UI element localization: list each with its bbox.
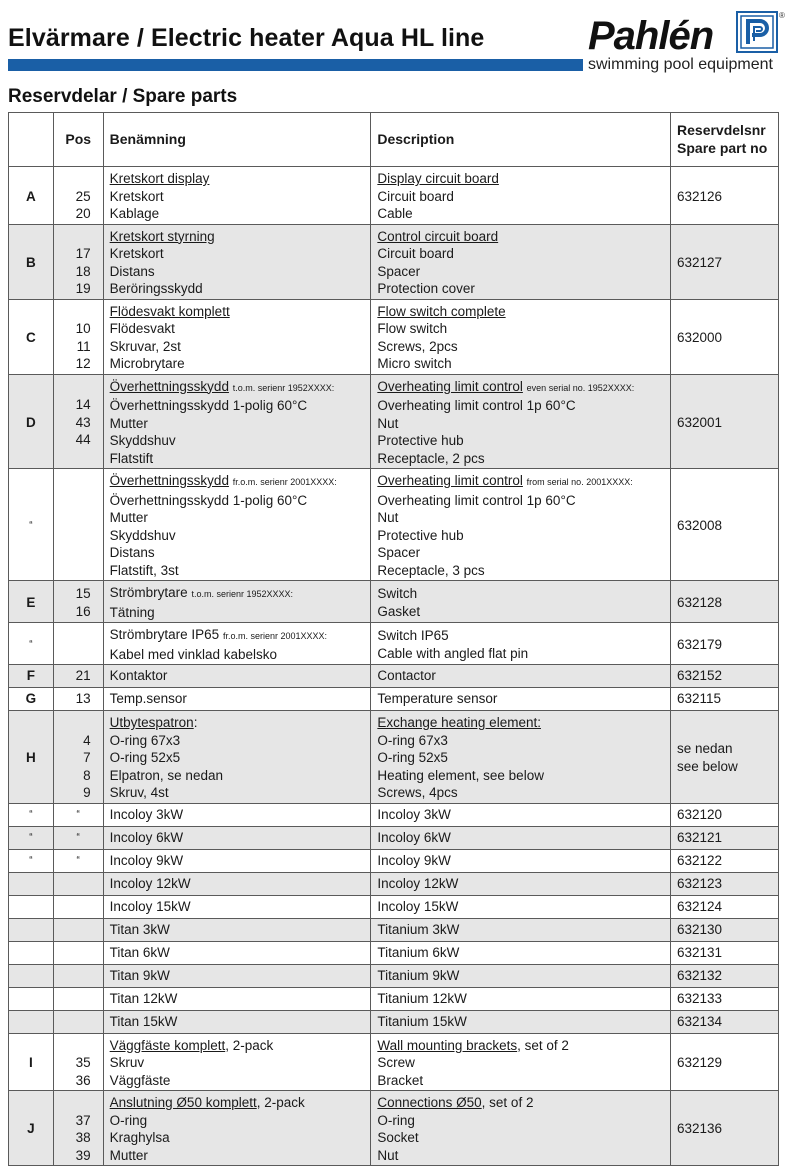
table-row — [9, 665, 779, 688]
row-pos: 10 11 12 — [53, 299, 103, 374]
row-pos-ditto: “ — [53, 826, 103, 849]
row-part-no: 632129 — [671, 1033, 779, 1091]
row-pos: 17 18 19 — [53, 224, 103, 299]
row-letter-ditto: “ — [9, 826, 54, 849]
row-part-no: 632130 — [671, 918, 779, 941]
row-part-no: 632000 — [671, 299, 779, 374]
table-row — [9, 803, 779, 826]
row-letter: F — [9, 665, 54, 688]
row-benamning: Flödesvakt komplett Flödesvakt Skruvar, 2st Microbrytare — [103, 299, 371, 374]
row-pos: 4 7 8 9 — [53, 711, 103, 804]
row-letter: H — [9, 711, 54, 804]
row-benamning: Titan 6kW — [103, 941, 371, 964]
row-benamning: Väggfäste komplett, 2-pack Skruv Väggfäste — [103, 1033, 371, 1091]
row-letter — [9, 987, 54, 1010]
row-description: Incoloy 12kW — [371, 872, 671, 895]
row-part-no: 632008 — [671, 469, 779, 581]
row-pos — [53, 964, 103, 987]
col-header-pos: Pos — [53, 113, 103, 167]
section-title: Reservdelar / Spare parts — [8, 86, 238, 107]
table-row — [9, 895, 779, 918]
row-description: Incoloy 6kW — [371, 826, 671, 849]
page-title: Elvärmare / Electric heater Aqua HL line — [8, 24, 485, 52]
row-description: Titanium 15kW — [371, 1010, 671, 1033]
row-pos — [53, 469, 103, 581]
table-row — [9, 469, 779, 581]
table-row — [9, 941, 779, 964]
row-part-no: 632001 — [671, 374, 779, 469]
row-part-no: 632124 — [671, 895, 779, 918]
row-pos — [53, 895, 103, 918]
table-row — [9, 374, 779, 469]
row-pos-ditto: “ — [53, 803, 103, 826]
table-row — [9, 826, 779, 849]
row-description: Overheating limit control even serial no. 1952XXXX: Overheating limit control 1p 60°C Nut Protective hub Receptacle, 2 pcs — [371, 374, 671, 469]
col-header-letter — [9, 113, 54, 167]
row-part-no: se nedan see below — [671, 711, 779, 804]
row-part-no: 632128 — [671, 581, 779, 623]
row-part-no: 632131 — [671, 941, 779, 964]
row-pos-ditto: “ — [53, 849, 103, 872]
row-description: Incoloy 3kW — [371, 803, 671, 826]
col-header-part-no — [671, 113, 779, 167]
table-row — [9, 688, 779, 711]
row-description: Titanium 9kW — [371, 964, 671, 987]
row-description: Titanium 3kW — [371, 918, 671, 941]
row-letter: B — [9, 224, 54, 299]
row-part-no: 632115 — [671, 688, 779, 711]
row-benamning: Anslutning Ø50 komplett, 2-pack O-ring Kraghylsa Mutter — [103, 1091, 371, 1166]
row-letter — [9, 1010, 54, 1033]
row-benamning: Strömbrytare t.o.m. serienr 1952XXXX: Tätning — [103, 581, 371, 623]
row-pos: 25 20 — [53, 167, 103, 225]
row-pos — [53, 872, 103, 895]
table-row — [9, 224, 779, 299]
col-header-benamning: Benämning — [103, 113, 371, 167]
col-header-part-sv: Reservdelsnr — [677, 122, 766, 138]
brand-tagline: swimming pool equipment — [588, 56, 773, 73]
row-letter — [9, 872, 54, 895]
row-letter-ditto: “ — [9, 469, 54, 581]
row-pos: 14 43 44 — [53, 374, 103, 469]
row-pos: 15 16 — [53, 581, 103, 623]
row-description: Wall mounting brackets, set of 2 Screw Bracket — [371, 1033, 671, 1091]
row-description: Titanium 12kW — [371, 987, 671, 1010]
row-pos — [53, 918, 103, 941]
row-letter — [9, 964, 54, 987]
row-part-no: 632121 — [671, 826, 779, 849]
row-description: Incoloy 15kW — [371, 895, 671, 918]
row-pos — [53, 987, 103, 1010]
row-benamning: Incoloy 9kW — [103, 849, 371, 872]
table-row — [9, 167, 779, 225]
row-description: Display circuit board Circuit board Cable — [371, 167, 671, 225]
row-pos: 37 38 39 — [53, 1091, 103, 1166]
row-benamning: Temp.sensor — [103, 688, 371, 711]
row-letter: A — [9, 167, 54, 225]
col-header-part-en: Spare part no — [677, 139, 768, 156]
brand-logo-icon — [736, 11, 778, 53]
row-benamning: Titan 9kW — [103, 964, 371, 987]
row-description: Temperature sensor — [371, 688, 671, 711]
row-description: Incoloy 9kW — [371, 849, 671, 872]
table-row — [9, 711, 779, 804]
row-benamning: Titan 12kW — [103, 987, 371, 1010]
row-benamning: Utbytespatron: O-ring 67x3 O-ring 52x5 Elpatron, se nedan Skruv, 4st — [103, 711, 371, 804]
row-pos: 13 — [53, 688, 103, 711]
row-part-no: 632122 — [671, 849, 779, 872]
row-description: Titanium 6kW — [371, 941, 671, 964]
row-part-no: 632152 — [671, 665, 779, 688]
row-description: Exchange heating element: O-ring 67x3 O-ring 52x5 Heating element, see below Screws, 4pcs — [371, 711, 671, 804]
table-row — [9, 1033, 779, 1091]
row-letter — [9, 895, 54, 918]
row-pos — [53, 941, 103, 964]
row-description: Switch IP65 Cable with angled flat pin — [371, 623, 671, 665]
row-part-no: 632123 — [671, 872, 779, 895]
row-letter-ditto: “ — [9, 803, 54, 826]
table-row — [9, 299, 779, 374]
table-row — [9, 581, 779, 623]
registered-mark: ® — [779, 11, 785, 20]
table-row — [9, 1091, 779, 1166]
row-description: Flow switch complete Flow switch Screws, 2pcs Micro switch — [371, 299, 671, 374]
table-header-row — [9, 113, 779, 167]
row-description: Connections Ø50, set of 2 O-ring Socket Nut — [371, 1091, 671, 1166]
row-benamning: Kontaktor — [103, 665, 371, 688]
row-part-no: 632134 — [671, 1010, 779, 1033]
row-letter-ditto: “ — [9, 849, 54, 872]
row-pos — [53, 623, 103, 665]
title-underline-bar — [8, 59, 583, 71]
page-header — [0, 0, 785, 80]
row-pos: 21 — [53, 665, 103, 688]
row-description: Overheating limit control from serial no. 2001XXXX: Overheating limit control 1p 60°C Nut Protective hub Spacer Receptacle, 3 pcs — [371, 469, 671, 581]
row-letter: I — [9, 1033, 54, 1091]
row-benamning: Strömbrytare IP65 fr.o.m. serienr 2001XXXX: Kabel med vinklad kabelsko — [103, 623, 371, 665]
row-pos: 35 36 — [53, 1033, 103, 1091]
row-letter-ditto: “ — [9, 623, 54, 665]
row-part-no: 632132 — [671, 964, 779, 987]
row-part-no: 632179 — [671, 623, 779, 665]
row-benamning: Överhettningsskydd t.o.m. serienr 1952XXXX: Överhettningsskydd 1-polig 60°C Mutter Skyddshuv Flatstift — [103, 374, 371, 469]
row-letter: D — [9, 374, 54, 469]
row-description: Contactor — [371, 665, 671, 688]
row-part-no: 632133 — [671, 987, 779, 1010]
row-letter — [9, 941, 54, 964]
row-benamning: Överhettningsskydd fr.o.m. serienr 2001XXXX: Överhettningsskydd 1-polig 60°C Mutter Skyddshuv Distans Flatstift, 3st — [103, 469, 371, 581]
row-part-no: 632127 — [671, 224, 779, 299]
row-benamning: Incoloy 15kW — [103, 895, 371, 918]
row-benamning: Titan 3kW — [103, 918, 371, 941]
row-part-no: 632136 — [671, 1091, 779, 1166]
table-row — [9, 1010, 779, 1033]
row-letter: J — [9, 1091, 54, 1166]
table-row — [9, 623, 779, 665]
row-pos — [53, 1010, 103, 1033]
row-part-no: 632120 — [671, 803, 779, 826]
brand-logo-text: Pahlén — [588, 14, 714, 58]
table-row — [9, 918, 779, 941]
table-row — [9, 964, 779, 987]
col-header-description: Description — [371, 113, 671, 167]
row-letter — [9, 918, 54, 941]
row-benamning: Incoloy 12kW — [103, 872, 371, 895]
row-benamning: Titan 15kW — [103, 1010, 371, 1033]
row-description: Control circuit board Circuit board Spacer Protection cover — [371, 224, 671, 299]
table-row — [9, 987, 779, 1010]
spare-parts-table — [8, 112, 779, 1166]
row-letter: C — [9, 299, 54, 374]
row-part-no: 632126 — [671, 167, 779, 225]
row-benamning: Incoloy 6kW — [103, 826, 371, 849]
row-benamning: Kretskort styrning Kretskort Distans Beröringsskydd — [103, 224, 371, 299]
table-row — [9, 872, 779, 895]
row-benamning: Kretskort display Kretskort Kablage — [103, 167, 371, 225]
row-letter: G — [9, 688, 54, 711]
row-description: Switch Gasket — [371, 581, 671, 623]
row-benamning: Incoloy 3kW — [103, 803, 371, 826]
table-row — [9, 849, 779, 872]
row-letter: E — [9, 581, 54, 623]
